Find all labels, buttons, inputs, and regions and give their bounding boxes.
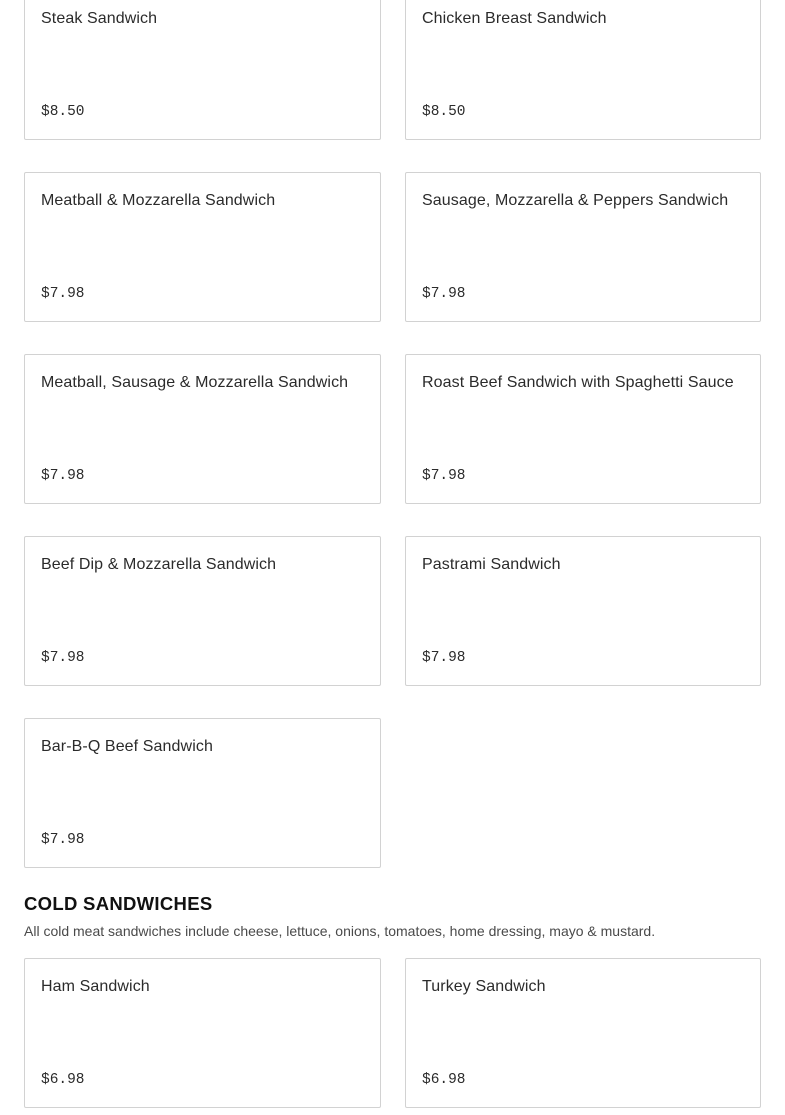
menu-item-price: $7.98 <box>422 286 466 302</box>
menu-item-card[interactable] <box>405 172 761 322</box>
menu-item-price: $6.98 <box>422 1072 466 1088</box>
menu-item-name: Sausage, Mozzarella & Peppers Sandwich <box>422 192 729 209</box>
menu-item-name: Meatball, Sausage & Mozzarella Sandwich <box>41 374 349 391</box>
menu-item-name: Ham Sandwich <box>41 978 150 995</box>
menu-item-card[interactable] <box>24 958 381 1108</box>
menu-item-card[interactable] <box>405 536 761 686</box>
menu-item-name: Turkey Sandwich <box>422 978 546 995</box>
menu-item-price: $7.98 <box>41 468 85 484</box>
menu-item-price: $7.98 <box>422 468 466 484</box>
menu-item-card[interactable] <box>24 354 381 504</box>
menu-item-price: $6.98 <box>41 1072 85 1088</box>
menu-item-price: $8.50 <box>422 104 466 120</box>
menu-item-card[interactable] <box>24 0 381 140</box>
cold-sandwiches-grid <box>24 958 761 1108</box>
menu-item-price: $7.98 <box>41 832 85 848</box>
menu-item-card[interactable] <box>24 536 381 686</box>
menu-item-card[interactable] <box>405 0 761 140</box>
menu-item-price: $8.50 <box>41 104 85 120</box>
menu-item-name: Bar-B-Q Beef Sandwich <box>41 738 213 755</box>
section-title: COLD SANDWICHES <box>24 893 213 914</box>
menu-item-name: Steak Sandwich <box>41 10 158 27</box>
menu-item-price: $7.98 <box>41 650 85 666</box>
menu-item-name: Beef Dip & Mozzarella Sandwich <box>41 556 277 573</box>
menu-item-card[interactable] <box>24 718 381 868</box>
hot-sandwiches-grid <box>24 0 761 868</box>
menu-item-price: $7.98 <box>422 650 466 666</box>
menu-item-card[interactable] <box>405 958 761 1108</box>
menu-item-name: Meatball & Mozzarella Sandwich <box>41 192 276 209</box>
menu-item-card[interactable] <box>24 172 381 322</box>
menu-item-name: Chicken Breast Sandwich <box>422 10 607 27</box>
menu-item-name: Pastrami Sandwich <box>422 556 561 573</box>
menu-item-name: Roast Beef Sandwich with Spaghetti Sauce <box>422 374 734 391</box>
section-description: All cold meat sandwiches include cheese, lettuce, onions, tomatoes, home dressing, mayo & mustard. <box>24 923 656 939</box>
menu-item-card[interactable] <box>405 354 761 504</box>
menu-item-price: $7.98 <box>41 286 85 302</box>
